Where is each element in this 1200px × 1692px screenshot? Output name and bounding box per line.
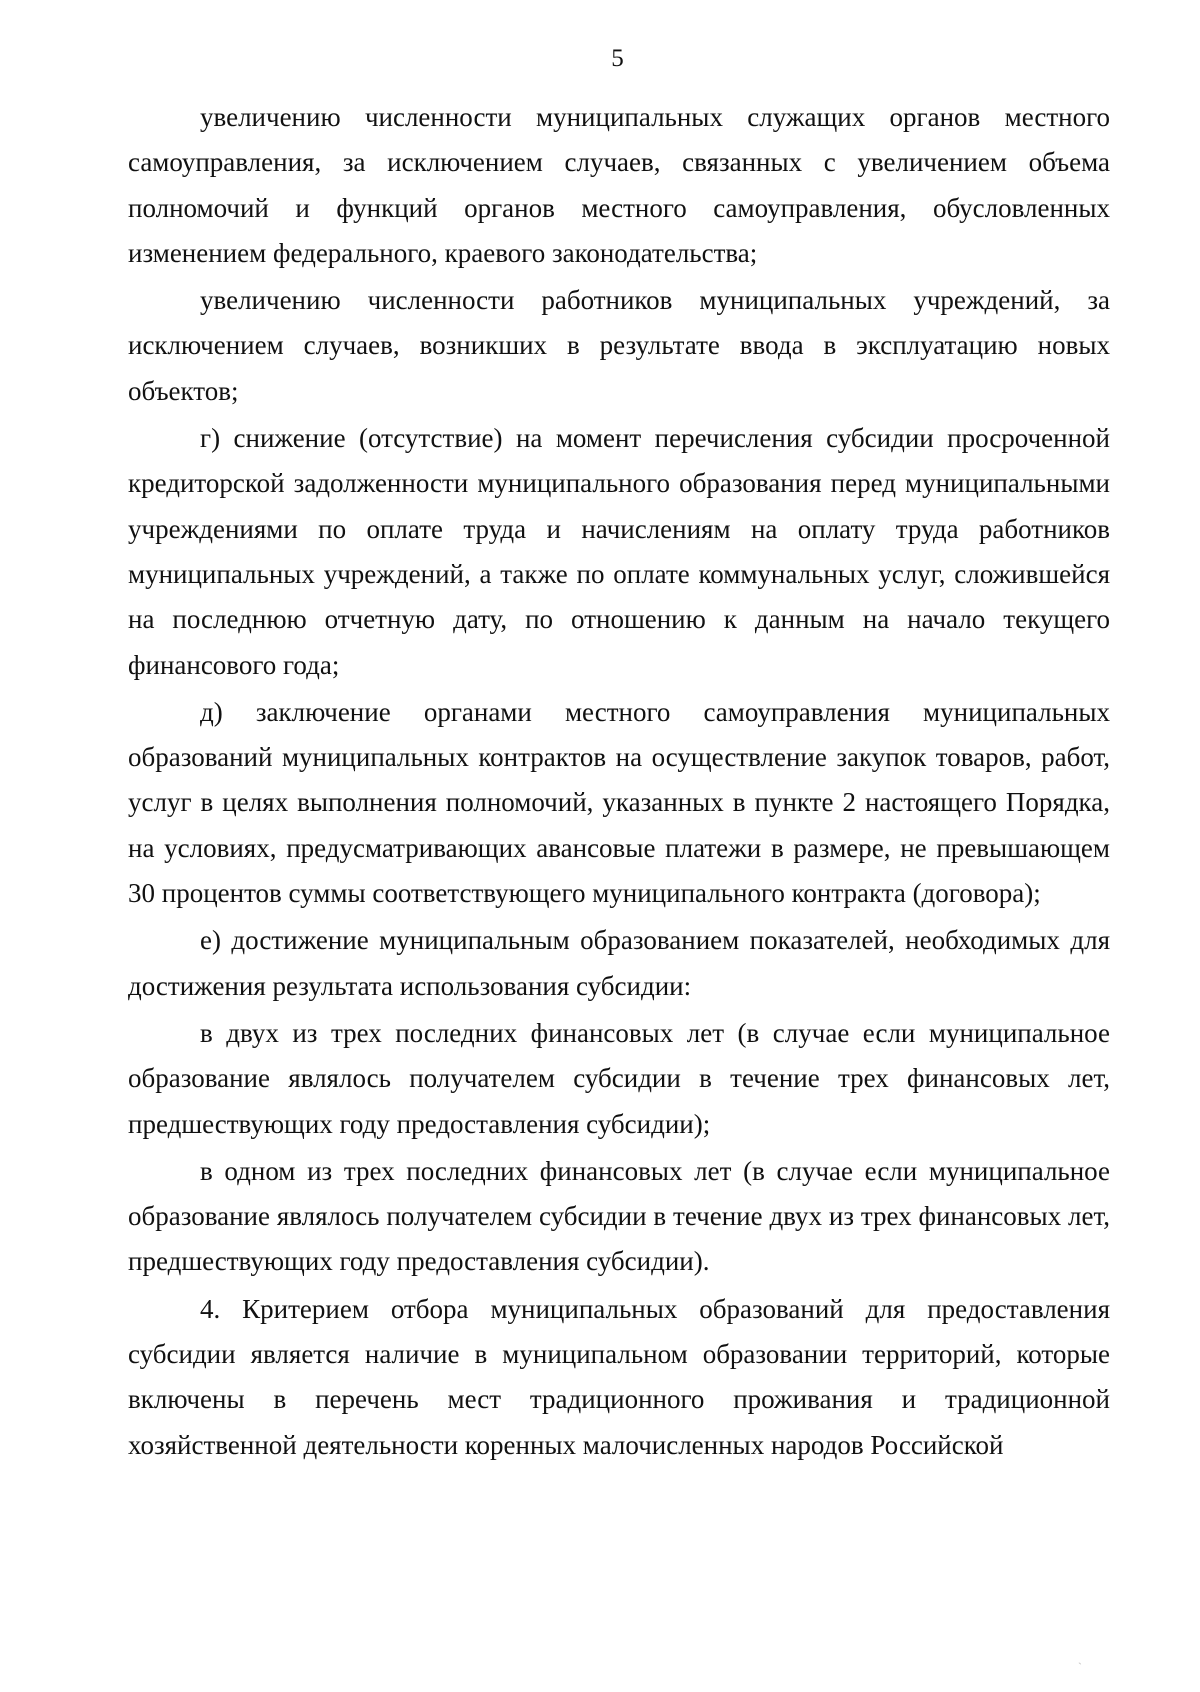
paragraph-item-e: е) достижение муниципальным образованием показателей, необходимых для достижения результата использования субсидии:: [128, 925, 1110, 1001]
page-number: 5: [611, 45, 624, 72]
document-body: [128, 95, 1110, 1468]
paragraph-two-of-three: в двух из трех последних финансовых лет (в случае если муниципальное образование являлось получателем субсидии в течение трех финансовых лет, предшествующих году предоставления субсидии);: [128, 1017, 1110, 1139]
paragraph-section-4: 4. Критерием отбора муниципальных образований для предоставления субсидии является наличие в муниципальном образовании территорий, которые включены в перечень мест традиционного проживания и традиционной хозяйственной деятельности коренных малочисленных народов Российской: [128, 1293, 1110, 1460]
paragraph-staff-increase: увеличению численности муниципальных служащих органов местного самоуправления, за исключением случаев, связанных с увеличением объема полномочий и функций органов местного самоуправления, обусловленных изменением федерального, краевого законодательства;: [128, 102, 1110, 268]
paragraph-institution-staff: увеличению численности работников муниципальных учреждений, за исключением случаев, возникших в результате ввода в эксплуатацию новых объектов;: [128, 285, 1110, 406]
paragraph-one-of-three: в одном из трех последних финансовых лет (в случае если муниципальное образование являлось получателем субсидии в течение двух из трех финансовых лет, предшествующих году предоставления субсидии).: [128, 1155, 1110, 1277]
scan-mark: `: [1078, 1660, 1082, 1674]
paragraph-item-d: д) заключение органами местного самоуправления муниципальных образований муниципальных контрактов на осуществление закупок товаров, работ, услуг в целях выполнения полномочий, указанных в пункте 2 настоящего Порядка, на условиях, предусматривающих авансовые платежи в размере, не превышающем 30 процентов суммы соответствующего муниципального контракта (договора);: [128, 696, 1110, 909]
paragraph-item-g: г) снижение (отсутствие) на момент перечисления субсидии просроченной кредиторской задолженности муниципального образования перед муниципальными учреждениями по оплате труда и начислениям на оплату труда работников муниципальных учреждений, а также по оплате коммунальных услуг, сложившейся на последнюю отчетную дату, по отношению к данным на начало текущего финансового года;: [128, 423, 1110, 680]
